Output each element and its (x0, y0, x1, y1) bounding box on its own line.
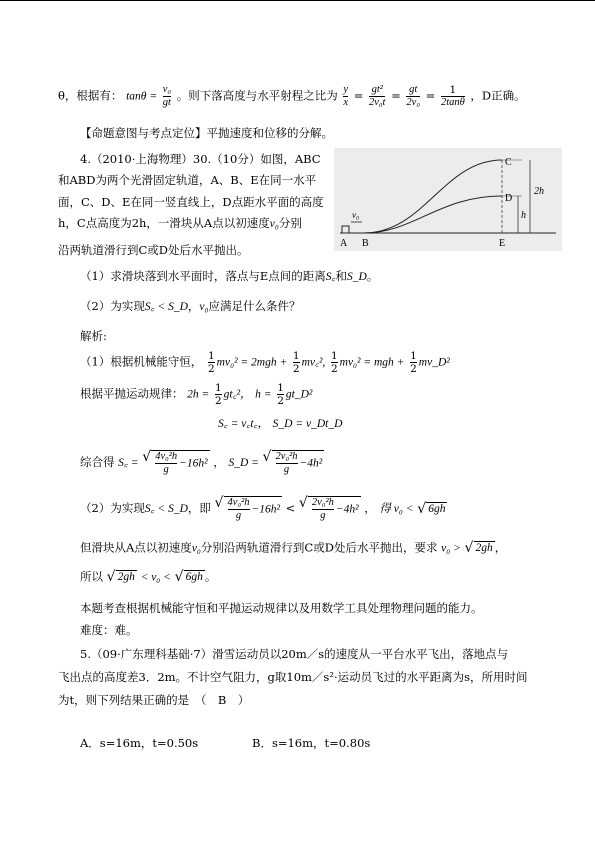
numerator: 1 (207, 350, 215, 362)
fraction (215, 382, 222, 407)
label-h: h (521, 210, 526, 221)
denominator: 2 (207, 363, 215, 376)
math: −4h² (299, 457, 323, 470)
solution-energy (80, 350, 450, 375)
text: h，C点高度为2h，一滑块从A点以初速度 (58, 216, 270, 230)
label-B: B (362, 238, 369, 249)
radical: √ 6gh (417, 500, 446, 517)
math: 2h = (187, 388, 210, 401)
label-v0: v₀ (352, 210, 360, 220)
fraction (276, 451, 298, 476)
math: gt_D² (285, 388, 313, 401)
math: S꜀ = v꜀t꜀， (218, 418, 269, 430)
numerator: y (343, 84, 349, 95)
fraction (406, 84, 420, 109)
denominator: 2 (410, 363, 417, 376)
solution-line-tan (58, 84, 526, 109)
radical: √ $\frac{\text{4v₀²h}}{g}$ −16h² (142, 449, 208, 476)
label-D: D (505, 193, 513, 204)
math: S꜀ (325, 271, 336, 283)
fraction (369, 84, 385, 109)
solution-condition (80, 496, 447, 522)
text: 。 (204, 569, 217, 584)
numerator: v₀ (162, 84, 172, 95)
denominator: g (228, 509, 250, 522)
text: ， (494, 540, 507, 555)
denominator: x (343, 97, 349, 109)
numerator: 1 (330, 350, 338, 362)
solution-range (80, 570, 216, 585)
denominator: 2 (214, 395, 222, 408)
fraction (155, 451, 177, 476)
fraction (312, 497, 334, 522)
difficulty: 难度：难。 (80, 623, 138, 637)
solution-label: 解析: (80, 329, 107, 343)
text: 但滑块从A点以初速度 (80, 540, 192, 555)
numerator: 4v₀²h (155, 451, 178, 462)
label-A: A (340, 238, 348, 249)
math: = (391, 88, 401, 103)
text: 。则下落高度与水平射程之比为 (176, 88, 338, 103)
math: v₀ (199, 301, 209, 313)
denominator: 2tanθ (440, 97, 465, 109)
math: S꜀ < S_D (144, 301, 188, 313)
text: 所以 (80, 569, 103, 584)
text: 。 (366, 269, 379, 283)
radical: √ 6gh (174, 569, 203, 585)
solution-distance (218, 417, 342, 432)
text: 分别沿两轨道滑行到C或D处后水平抛出，要求 (200, 540, 438, 555)
track-figure (334, 148, 562, 251)
math: v₀ (191, 542, 201, 555)
text: 分别 (278, 216, 302, 230)
denominator: 2v₀t (368, 97, 386, 109)
numerator: 1 (449, 84, 457, 96)
denominator: g (155, 463, 177, 476)
math: mv₀² = mgh + (339, 356, 405, 369)
track-diagram (334, 148, 562, 251)
text: （2）为实现 (80, 501, 145, 516)
math: = (425, 88, 436, 103)
math: gt꜀²， (223, 388, 252, 401)
solution-combined (80, 450, 324, 476)
math: −16h² (251, 503, 280, 516)
math: S_D = (228, 457, 259, 470)
top-rule (0, 0, 595, 1)
denominator: gt (162, 97, 171, 109)
solution-requirement (80, 541, 506, 556)
numerator: gt (409, 84, 418, 95)
math: −4h² (335, 503, 359, 516)
text: 根据平抛运动规律： (80, 386, 184, 401)
text: 综合得 (80, 455, 115, 470)
q4-line2: 和ABD为两个光滑固定轨道，A、B、E在同一水平 (58, 173, 317, 187)
text: （2）为实现 (80, 299, 145, 313)
denominator: 2v₀ (406, 97, 420, 109)
fraction (343, 84, 348, 109)
text: （1）根据机械能守恒， (80, 354, 203, 369)
radicand: 6gh (428, 502, 446, 515)
radical: √ $\frac{\text{2v₀²h}}{g}$ −4h² (262, 449, 323, 476)
q4-line4 (58, 217, 302, 232)
math: < v₀ < (140, 571, 171, 584)
q5-option-a: A．s=16m，t=0.50s (80, 736, 199, 750)
math: tanθ = (126, 90, 158, 103)
math: S_D = v_Dt_D (272, 418, 343, 430)
q4-line3: 面，C、D、E在同一竖直线上，D点距水平面的高度 (58, 195, 324, 209)
math: S_D (346, 271, 367, 283)
text: ，D正确。 (470, 88, 526, 103)
math: mv꜀², (301, 356, 326, 369)
math: v₀ (269, 218, 279, 230)
denominator: 2 (277, 395, 284, 408)
fraction (410, 350, 417, 375)
radical: √ 2gh (106, 569, 135, 585)
math: 得 v₀ < (379, 503, 414, 516)
label-C: C (505, 157, 512, 168)
math: −16h² (179, 457, 208, 470)
q5-line3: 为t，则下列结果正确的是 （ B ） (58, 693, 250, 707)
q4-part1 (80, 270, 378, 285)
math: S꜀ < S_D (144, 503, 188, 516)
text: ， (213, 455, 225, 470)
radical: √ $\frac{\text{4v₀²h}}{g}$ −16h² (214, 495, 280, 522)
text: ， (187, 299, 200, 313)
radicand: 2gh (475, 542, 493, 554)
fraction (163, 84, 171, 109)
numerator: 2v₀²h (311, 497, 334, 508)
numerator: 2v₀²h (275, 451, 298, 462)
text: θ，根据有： (58, 88, 123, 103)
math: v₀ > (441, 542, 461, 555)
fraction (331, 350, 338, 375)
q5-line1: 5.（09·广东理科基础·7）滑雪运动员以20m／s的速度从一平台水平飞出，落地点与 (80, 647, 509, 661)
numerator: 1 (292, 350, 300, 362)
math: mv₀² = 2mgh + (216, 356, 288, 369)
fraction (277, 382, 284, 407)
solution-projectile (80, 382, 312, 407)
numerator: 1 (277, 382, 284, 394)
radical: √ 2gh (464, 540, 493, 556)
radical: √ $\frac{\text{2v₀²h}}{g}$ −4h² (298, 495, 359, 522)
math: < (285, 501, 296, 516)
fraction (208, 350, 215, 375)
text: （1）求滑块落到水平面时，落点与E点间的距离 (80, 269, 326, 283)
numerator: gt² (371, 84, 383, 95)
numerator: 1 (410, 350, 417, 362)
math: S꜀ = (118, 457, 139, 470)
q4-line1: 4.（2010·上海物理）30.（10分）如图，ABC (80, 152, 321, 166)
math: h = (255, 388, 272, 401)
radicand: 6gh (185, 571, 203, 583)
denominator: g (312, 509, 334, 522)
denominator: 2 (292, 363, 300, 376)
text: ， (364, 501, 376, 516)
math: mv_D² (418, 356, 450, 369)
q5-option-b: B．s=16m，t=0.80s (252, 736, 371, 750)
intent-line: 【命题意图与考点定位】平抛速度和位移的分解。 (80, 126, 333, 140)
fraction (228, 497, 250, 522)
fraction (441, 84, 465, 109)
denominator: g (276, 463, 298, 476)
label-2h: 2h (534, 186, 544, 197)
numerator: 4v₀²h (227, 497, 250, 508)
fraction (293, 350, 300, 375)
text: 应满足什么条件？ (208, 299, 301, 313)
text: 和 (335, 269, 347, 283)
denominator: 2 (330, 363, 338, 376)
numerator: 1 (214, 382, 222, 394)
label-E: E (499, 238, 506, 249)
radicand: 2gh (117, 571, 135, 583)
q4-part2 (80, 300, 300, 315)
text: ，即 (187, 501, 211, 516)
solution-summary: 本题考查根据机械能守恒和平抛运动规律以及用数学工具处理物理问题的能力。 (80, 601, 483, 615)
q4-line5: 沿两轨道滑行到C或D处后水平抛出。 (58, 243, 249, 257)
math: = (353, 88, 364, 103)
q5-line2: 飞出点的高度差3．2m。不计空气阻力，g取10m／s²·运动员飞过的水平距离为s，所用时间 (58, 670, 528, 684)
